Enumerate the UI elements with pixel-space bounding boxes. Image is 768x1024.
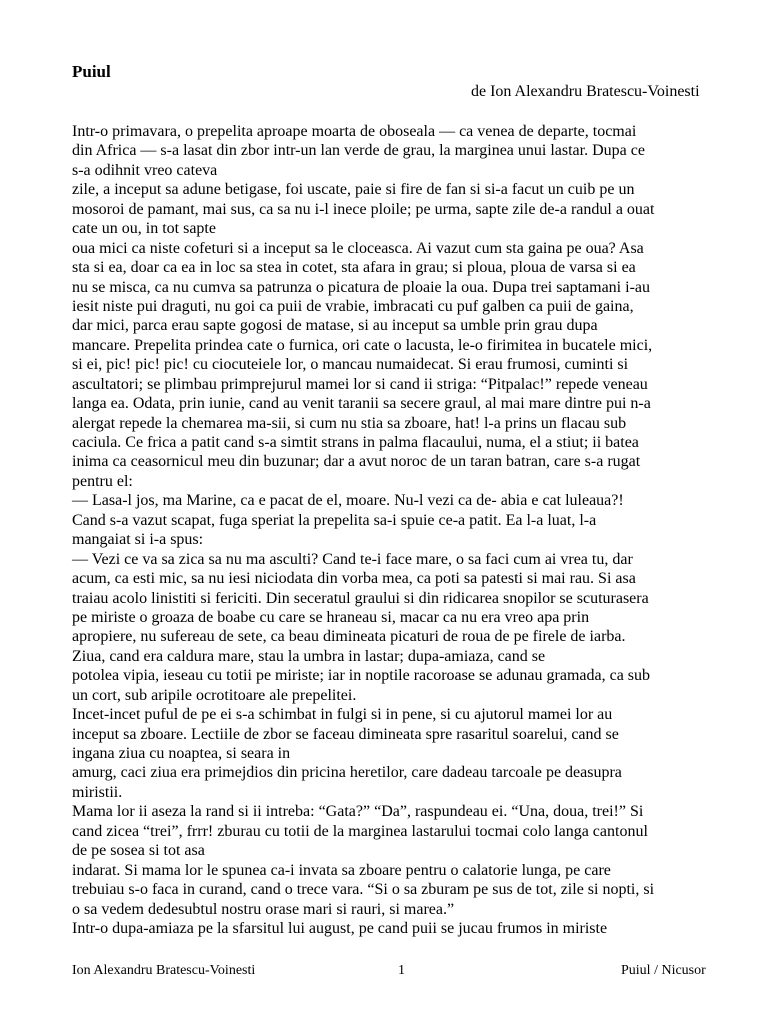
- footer-title: Puiul / Nicusor: [621, 963, 706, 978]
- text-line: Intr-o dupa-amiaza pe la sfarsitul lui august, pe cand puii se jucau frumos in miriste: [72, 919, 608, 937]
- text-line: de pe sosea si tot asa: [72, 842, 205, 860]
- text-line: — Vezi ce va sa zica sa nu ma asculti? Cand te-i face mare, o sa faci cum ai vrea tu, dar: [72, 550, 633, 568]
- text-line: o sa vedem dedesubtul nostru orase mari si rauri, si marea.”: [72, 900, 455, 918]
- author-line: de Ion Alexandru Bratescu-Voinesti: [471, 83, 700, 100]
- footer-author: Ion Alexandru Bratescu-Voinesti: [72, 963, 256, 978]
- text-line: sta si ea, doar ca ea in loc sa stea in cotet, sta afara in grau; si ploua, ploua de varsa si ea: [72, 259, 636, 277]
- text-line: potolea vipia, ieseau cu totii pe miriste; iar in noptile racoroase se adunau gramada, ca sub: [72, 667, 651, 685]
- text-line: Cand s-a vazut scapat, fuga speriat la prepelita sa-i spuie ce-a patit. Ea l-a luat, l-a: [72, 511, 597, 529]
- text-line: ascultatori; se plimbau primprejurul mamei lor si cand ii striga: “Pitpalac!” repede veneau: [72, 375, 648, 393]
- text-line: ingana ziua cu noaptea, si seara in: [72, 745, 291, 762]
- text-line: inceput sa zboare. Lectiile de zbor se faceau dimineata spre rasaritul soarelui, cand se: [72, 725, 619, 743]
- text-line: — Lasa-l jos, ma Marine, ca e pacat de el, moare. Nu-l vezi ca de- abia e cat luleaua?!: [72, 492, 624, 510]
- text-line: traiau acolo linistiti si fericiti. Din seceratul graului si din ridicarea snopilor se scuturasera: [72, 589, 649, 607]
- text-line: inima ca ceasornicul meu din buzunar; dar a avut noroc de un taran batran, care s-a rugat: [72, 453, 641, 471]
- text-line: alergat repede la chemarea ma-sii, si cum nu stia sa zboare, hat! l-a prins un flacau sub: [72, 414, 627, 432]
- page-title: Puiul: [72, 62, 111, 81]
- text-line: acum, ca esti mic, sa nu iesi niciodata din vorba mea, ca poti sa patesti si mai rau. Si asa: [72, 570, 636, 588]
- text-line: caciula. Ce frica a patit cand s-a simtit strans in palma flacaului, numa, el a stiut; ii batea: [72, 434, 639, 451]
- text-line: pe miriste o groaza de boabe cu care se hraneau si, macar ca nu era vreo apa prin: [72, 608, 590, 626]
- text-line: amurg, caci ziua era primejdios din pricina heretilor, care dadeau tarcoale pe deasupra: [72, 764, 622, 782]
- text-line: indarat. Si mama lor le spunea ca-i invata sa zboare pentru o calatorie lunga, pe care: [72, 861, 611, 879]
- text-line: Ziua, cand era caldura mare, stau la umbra in lastar; dupa-amiaza, cand se: [72, 647, 546, 665]
- text-line: iesit niste pui draguti, nu goi ca puii de vrabie, imbracati cu puf galben ca puii de gaina,: [72, 297, 634, 315]
- text-line: un cort, sub aripile ocrotitoare ale prepelitei.: [72, 686, 357, 704]
- text-line: cand zicea “trei”, frrr! zburau cu totii de la marginea lastarului tocmai colo langa cantonul: [72, 822, 648, 840]
- text-line: Intr-o primavara, o prepelita aproape moarta de oboseala — ca venea de departe, tocmai: [72, 123, 637, 140]
- text-line: cate un ou, in tot sapte: [72, 220, 216, 238]
- text-line: dar mici, parca erau sapte gogosi de matase, si au inceput sa umble prin grau dupa: [72, 317, 598, 335]
- text-line: zile, a inceput sa adune betigase, foi uscate, paie si fire de fan si si-a facut un cuib pe un: [72, 181, 635, 199]
- text-line: Mama lor ii aseza la rand si ii intreba: “Gata?” “Da”, raspundeau ei. “Una, doua, trei!” Si: [72, 803, 644, 821]
- text-line: langa ea. Odata, prin iunie, cand au venit taranii sa secere graul, al mai mare dintre pui n-a: [72, 395, 651, 413]
- text-line: pentru el:: [72, 472, 133, 490]
- text-line: oua mici ca niste cofeturi si a inceput sa le cloceasca. Ai vazut cum sta gaina pe oua? Asa: [72, 239, 644, 257]
- text-line: Incet-incet puful de pe ei s-a schimbat in fulgi si in pene, si cu ajutorul mamei lor au: [72, 706, 613, 724]
- body-text: [72, 122, 734, 938]
- text-line: nu se misca, ca nu cumva sa patrunza o picatura de ploaie la oua. Dupa trei saptamani i-au: [72, 278, 650, 296]
- text-line: mosoroi de pamant, mai sus, ca sa nu i-l inece ploile; pe urma, sapte zile de-a randul a ouat: [72, 200, 655, 218]
- text-line: din Africa — s-a lasat din zbor intr-un lan verde de grau, la marginea unui lastar. Dupa ce: [72, 142, 645, 160]
- text-line: miristii.: [72, 783, 123, 801]
- text-line: trebuiau s-o faca in curand, cand o trece vara. “Si o sa zburam pe sus de tot, zile si nopti, si: [72, 881, 655, 899]
- text-line: mangaiat si i-a spus:: [72, 531, 204, 549]
- text-line: apropiere, nu sufereau de sete, ca beau dimineata picaturi de roua de pe firele de iarba.: [72, 628, 626, 646]
- text-line: si ei, pic! pic! pic! cu ciocuteiele lor, o mancau numaidecat. Si erau frumosi, cuminti si: [72, 356, 629, 374]
- footer-page-number: 1: [398, 963, 405, 978]
- text-line: s-a odihnit vreo cateva: [72, 161, 218, 179]
- text-line: mancare. Prepelita prindea cate o furnica, ori cate o lacusta, le-o firimitea in bucatele mici,: [72, 336, 653, 354]
